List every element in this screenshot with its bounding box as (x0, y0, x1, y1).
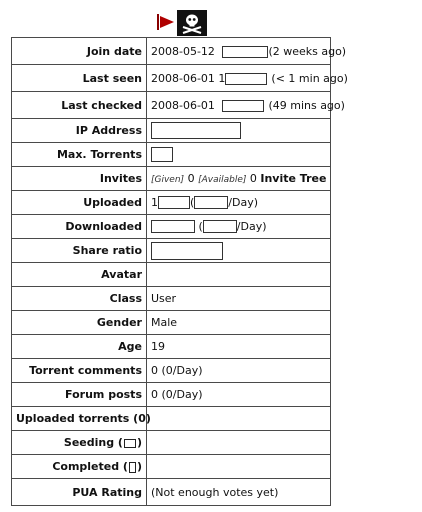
downloaded-label: Downloaded (12, 215, 147, 239)
gender-label: Gender (12, 311, 147, 335)
row-age (12, 335, 331, 359)
header-icons (0, 8, 422, 38)
invites-available-count: 0 (249, 172, 257, 185)
pua-rating-value: (Not enough votes yet) (147, 479, 331, 506)
join-date-relative: (2 weeks ago) (268, 44, 347, 58)
last-seen-text: 2008-06-01 1 (151, 71, 226, 85)
expand-toggle-icon[interactable] (129, 462, 136, 473)
last-checked-value (147, 92, 345, 119)
row-forum-posts (12, 383, 331, 407)
invites-value (147, 167, 331, 191)
invites-given-count: 0 (187, 172, 195, 185)
row-pua-rating (12, 479, 331, 506)
seeding-value (147, 431, 331, 455)
redacted-box (151, 122, 241, 139)
flag-pole-icon (157, 14, 159, 30)
redacted-box (151, 147, 173, 162)
row-uploaded (12, 191, 331, 215)
last-seen-value (147, 65, 348, 92)
forum-posts-value: 0 (0/Day) (147, 383, 331, 407)
last-checked-relative: (49 mins ago) (268, 98, 345, 112)
last-checked-text: 2008-06-01 (151, 98, 215, 112)
redacted-box (151, 220, 195, 233)
invites-given-link[interactable]: [Given] (151, 175, 185, 185)
row-ip-address (12, 119, 331, 143)
share-ratio-value (147, 239, 331, 263)
redacted-box (158, 196, 190, 209)
red-flag-icon[interactable] (160, 16, 174, 28)
row-downloaded (12, 215, 331, 239)
torrent-comments-label: Torrent comments (12, 359, 147, 383)
row-uploaded-torrents (12, 407, 331, 431)
forum-posts-label: Forum posts (12, 383, 147, 407)
uploaded-paren: ( (190, 195, 195, 209)
redacted-box (222, 100, 264, 112)
last-checked-label: Last checked (12, 92, 147, 119)
redacted-box (225, 73, 267, 85)
downloaded-paren: ( (198, 219, 203, 233)
user-profile-table (11, 37, 348, 506)
redacted-box (151, 242, 223, 260)
seeding-label[interactable] (12, 431, 147, 455)
avatar-value (147, 263, 331, 287)
row-gender (12, 311, 331, 335)
ip-address-label: IP Address (12, 119, 147, 143)
row-invites (12, 167, 331, 191)
row-last-checked (12, 92, 331, 119)
completed-value (147, 455, 331, 479)
uploaded-per-day: /Day) (228, 195, 259, 209)
completed-label-pre: Completed ( (52, 460, 128, 473)
join-date-value (147, 38, 347, 65)
invite-tree-link[interactable]: Invite Tree (260, 172, 327, 185)
last-seen-label: Last seen (12, 65, 147, 92)
downloaded-per-day: /Day) (236, 219, 267, 233)
completed-label-post: ) (136, 460, 142, 473)
invites-label: Invites (12, 167, 147, 191)
last-seen-relative: (< 1 min ago) (271, 71, 348, 85)
downloaded-value (147, 215, 331, 239)
row-last-seen (12, 65, 331, 92)
redacted-box (203, 220, 237, 233)
completed-label[interactable] (12, 455, 147, 479)
uploaded-prefix: 1 (151, 195, 158, 209)
row-join-date (12, 38, 331, 65)
ip-address-value (147, 119, 331, 143)
age-value: 19 (147, 335, 331, 359)
gender-value: Male (147, 311, 331, 335)
seeding-label-post: ) (136, 436, 142, 449)
seeding-label-pre: Seeding ( (63, 436, 123, 449)
uploaded-value (147, 191, 331, 215)
row-max-torrents (12, 143, 331, 167)
uploaded-torrents-label[interactable]: Uploaded torrents (0) (12, 407, 147, 431)
row-seeding (12, 431, 331, 455)
age-label: Age (12, 335, 147, 359)
row-avatar (12, 263, 331, 287)
row-completed (12, 455, 331, 479)
row-share-ratio (12, 239, 331, 263)
expand-toggle-icon[interactable] (124, 439, 136, 448)
max-torrents-value (147, 143, 331, 167)
uploaded-torrents-value (147, 407, 331, 431)
pua-rating-label: PUA Rating (12, 479, 147, 506)
row-torrent-comments (12, 359, 331, 383)
torrent-comments-value: 0 (0/Day) (147, 359, 331, 383)
class-value: User (147, 287, 331, 311)
pirate-skull-icon[interactable] (177, 10, 207, 36)
redacted-box (222, 46, 268, 58)
invites-available-link[interactable]: [Available] (198, 175, 247, 185)
redacted-box (194, 196, 228, 209)
uploaded-label: Uploaded (12, 191, 147, 215)
join-date-label: Join date (12, 38, 147, 65)
max-torrents-label: Max. Torrents (12, 143, 147, 167)
share-ratio-label: Share ratio (12, 239, 147, 263)
row-class (12, 287, 331, 311)
class-label: Class (12, 287, 147, 311)
avatar-label: Avatar (12, 263, 147, 287)
join-date-text: 2008-05-12 (151, 44, 215, 58)
